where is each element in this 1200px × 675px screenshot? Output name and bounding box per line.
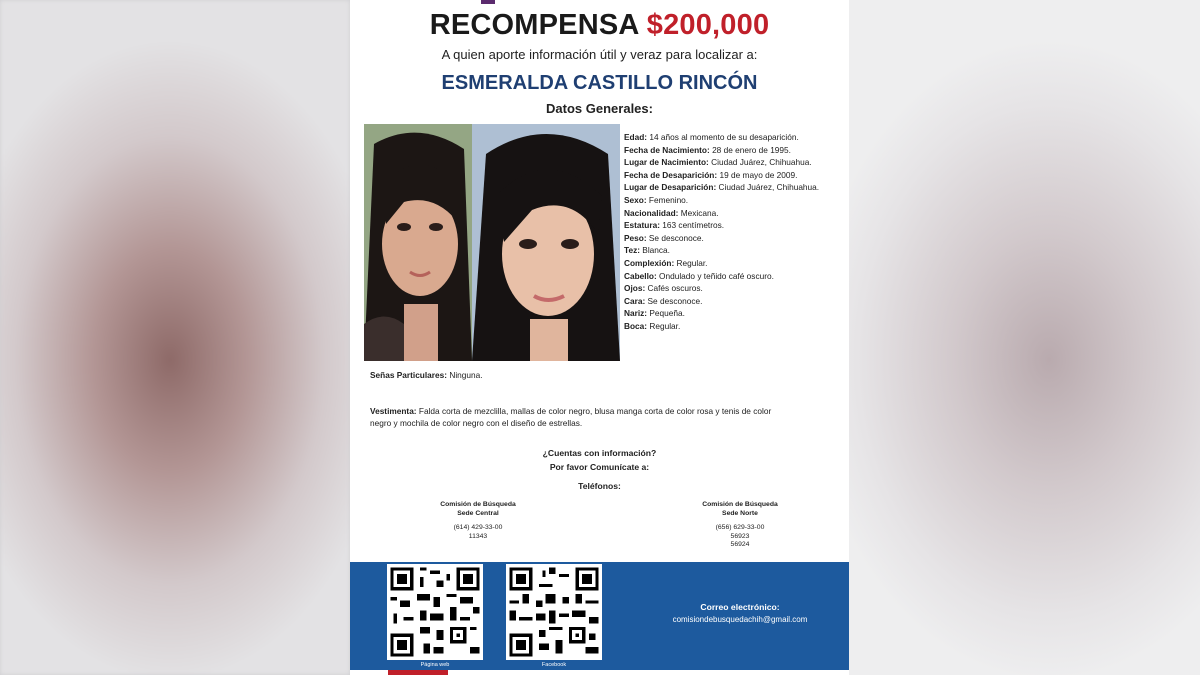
detail-row: [624, 270, 844, 283]
detail-label: Lugar de Nacimiento:: [624, 157, 709, 168]
detail-value: Ondulado y teñido café oscuro.: [656, 270, 774, 281]
detail-row: [624, 244, 844, 257]
detail-row: [624, 156, 844, 169]
bottom-logo-fragment: [388, 670, 448, 675]
contact-block-central: [398, 501, 558, 541]
detail-row: [624, 144, 844, 157]
detail-value: 28 de enero de 1995.: [709, 144, 791, 155]
photo-age-progression: [472, 124, 620, 361]
detail-label: Estatura:: [624, 220, 660, 231]
particular-signs-label: Señas Particulares:: [370, 370, 448, 380]
email-address-link[interactable]: comisiondebusquedachih@gmail.com: [672, 615, 808, 624]
detail-label: Nacionalidad:: [624, 207, 679, 218]
detail-value: Pequeña.: [647, 308, 685, 319]
clothing-description: [370, 405, 790, 429]
detail-label: Tez:: [624, 245, 640, 256]
particular-signs: [370, 370, 483, 380]
detail-label: Ojos:: [624, 283, 646, 294]
detail-row: [624, 307, 844, 320]
clothing-value: Falda corta de mezclilla, mallas de color negro, blusa manga corta de color rosa y tenis de color negro y mochila de color negro con el diseño de estrellas.: [370, 406, 772, 428]
missing-person-poster: [350, 0, 849, 675]
detail-row: [624, 194, 844, 207]
detail-value: Blanca.: [639, 245, 670, 256]
photo-childhood: [364, 124, 472, 361]
detail-row: [624, 282, 844, 295]
detail-value: Cafés oscuros.: [645, 283, 703, 294]
detail-row: [624, 320, 844, 333]
detail-value: Ciudad Juárez, Chihuahua.: [716, 182, 820, 193]
section-heading: Datos Generales:: [546, 101, 653, 116]
detail-row: [624, 169, 844, 182]
detail-label: Sexo:: [624, 194, 647, 205]
detail-value: 163 centímetros.: [659, 220, 725, 231]
detail-value: Mexicana.: [678, 207, 719, 218]
phones-heading: Teléfonos:: [578, 481, 621, 491]
reward-amount: $200,000: [646, 9, 770, 41]
detail-row: [624, 257, 844, 270]
detail-label: Peso:: [624, 232, 647, 243]
detail-value: 14 años al momento de su desaparición.: [647, 132, 799, 142]
contact-block-north: [660, 501, 820, 550]
qr-label-facebook: Facebook: [541, 662, 567, 668]
detail-label: Fecha de Desaparición:: [624, 169, 718, 180]
detail-row: [624, 219, 844, 232]
contact-branch: Sede Central: [457, 509, 499, 517]
contact-phone[interactable]: (614) 429-33-00: [453, 524, 503, 531]
detail-label: Edad:: [624, 132, 648, 142]
blurred-background-left: [0, 0, 350, 675]
detail-label: Nariz:: [624, 308, 648, 319]
contact-phone[interactable]: (656) 629-33-00: [715, 524, 765, 531]
contact-extension: 56923: [730, 532, 750, 540]
reward-title-prefix: RECOMPENSA: [429, 9, 639, 41]
detail-value: 19 de mayo de 2009.: [717, 169, 798, 180]
detail-value: Se desconoce.: [645, 295, 703, 306]
qr-code-website-icon[interactable]: [387, 564, 483, 660]
blurred-background-right: [849, 0, 1200, 675]
detail-label: Cara:: [624, 295, 646, 306]
contact-branch: Sede Norte: [722, 509, 758, 517]
detail-label: Boca:: [624, 320, 648, 331]
detail-label: Fecha de Nacimiento:: [624, 144, 710, 155]
qr-label-website: Página web: [420, 662, 450, 668]
detail-value: Se desconoce.: [646, 232, 704, 243]
contact-org: Comisión de Búsqueda: [702, 501, 778, 508]
detail-label: Lugar de Desaparición:: [624, 182, 717, 193]
contact-prompt: Por favor Comunícate a:: [549, 462, 650, 472]
detail-row: [624, 181, 844, 194]
general-details: [624, 131, 844, 333]
info-question: ¿Cuentas con información?: [542, 448, 657, 458]
detail-row: [624, 207, 844, 220]
detail-value: Ciudad Juárez, Chihuahua.: [708, 157, 812, 168]
reward-title: [350, 9, 849, 42]
contact-extension: 11343: [468, 532, 488, 540]
qr-code-facebook-icon[interactable]: [506, 564, 602, 660]
particular-signs-value: Ninguna.: [447, 370, 483, 380]
footer-band: [350, 562, 849, 675]
person-name: ESMERALDA CASTILLO RINCÓN: [441, 72, 758, 94]
detail-value: Femenino.: [646, 194, 689, 205]
detail-value: Regular.: [647, 320, 681, 331]
top-logo-mark: [481, 0, 495, 4]
detail-value: Regular.: [674, 257, 708, 268]
contact-org: Comisión de Búsqueda: [440, 501, 516, 508]
contact-extension: 56924: [730, 541, 750, 548]
clothing-label: Vestimenta:: [370, 406, 417, 416]
detail-row: [624, 131, 844, 144]
reward-subtitle: A quien aporte información útil y veraz para localizar a:: [441, 47, 758, 62]
detail-row: [624, 232, 844, 245]
detail-label: Cabello:: [624, 270, 657, 281]
detail-row: [624, 295, 844, 308]
detail-label: Complexión:: [624, 257, 675, 268]
email-heading: Correo electrónico:: [700, 602, 780, 612]
